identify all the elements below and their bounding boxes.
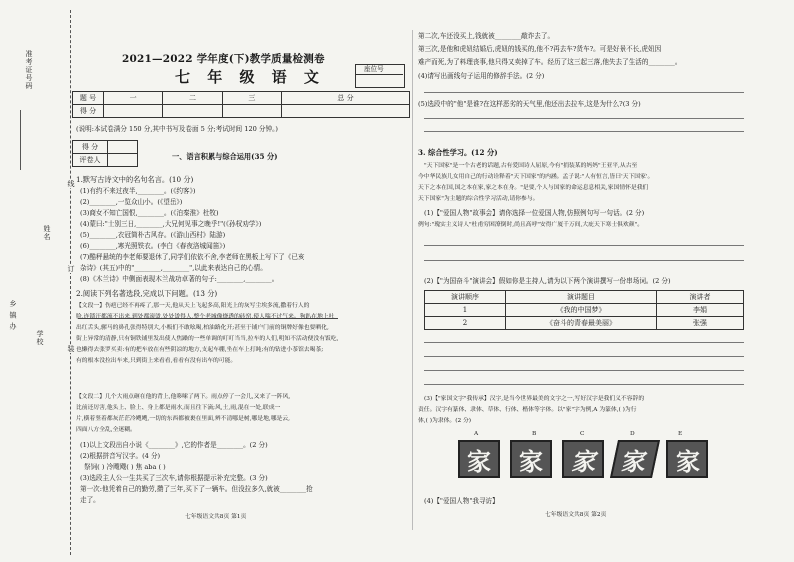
section1-heading: 一、语言积累与综合运用(35 分) — [172, 152, 278, 161]
answer-line[interactable] — [424, 384, 744, 385]
score-header-cell: 题 号 — [73, 92, 104, 105]
calligraphy-regular-script: 家 — [510, 440, 552, 478]
question-2-4: (4)请写出画线句子运用的修辞手法。(2 分) — [418, 72, 545, 80]
intro-line: 今中华民族儿女用自己的行动诠释着"天下国家"的内涵。孟子说:"人有恒言,皆曰'天下国家'。 — [418, 174, 654, 180]
speech-title: 《我的中国梦》 — [506, 304, 657, 317]
speech-speaker: 张强 — [657, 317, 744, 330]
speech-table — [424, 290, 744, 330]
page-footer-right: 七年级语文共8页 第2页 — [545, 512, 607, 518]
bind-mark: 装 — [67, 345, 75, 353]
calligraphy-letter: A — [474, 431, 479, 437]
underline-mark — [78, 318, 338, 319]
answer-line[interactable] — [424, 118, 744, 119]
activity-3-line: 责任。汉字有篆体、隶体、草体、行体、楷体等字体。以"家"字为例,A 为篆体,( )为行 — [418, 407, 637, 413]
q1-line: (7)酷秤悬统的李老师要退休了,同学们依依不舍,李老师在黑板上写下了《已亥 — [80, 253, 305, 261]
speech-header: 演讲题目 — [506, 291, 657, 304]
line-mark: 线 — [67, 180, 75, 188]
calligraphy-letter: D — [630, 431, 635, 437]
speech-header: 演讲者 — [657, 291, 744, 304]
intro-line: "天下国家"是一个古老的话题,古有爱国诗人屈原,今有"捐装某的妈妈"王亚平,从古至 — [424, 163, 638, 169]
score-table — [72, 91, 410, 118]
activity-3-line: (3)【"家国文字"我传承】汉字,是当今世界最美的文字之一,写好汉字是我们义不容辞的 — [424, 396, 645, 402]
passage-a-line: 脸,连锁汗都流不出来,到处都滚烫,处处烫得人,整个老城像烧透的砖窑,使人喘不过气来。狗趴在地上吐 — [76, 314, 335, 320]
seat-divider — [355, 74, 403, 75]
score-cell[interactable] — [282, 105, 410, 118]
intro-line: 天下国家"为主题的综合性学习活动,请你参与。 — [418, 196, 539, 202]
score-header-cell: 三 — [222, 92, 281, 105]
grader-score-cell[interactable] — [108, 141, 138, 154]
speech-speaker: 李娟 — [657, 304, 744, 317]
calligraphy-clerical-script: 家 — [666, 440, 708, 478]
score-row-label: 得 分 — [73, 105, 104, 118]
passage-a-line: 出红舌头,骡马的鼻孔张得特别大,小贩们不敢吆喝,柏油路化开;甚至于铺户门前的铜牌好像也要晒化, — [76, 325, 329, 331]
passage-a-line: 也懒得去张罗买卖:有的把车放在有些阴凉的地方,支起车棚,坐在车上打盹;有的钻进小茶馆去喝茶; — [76, 347, 324, 353]
answer-line[interactable] — [424, 92, 744, 93]
passage-a-line: 有的根本没拉出车来,只到街上来看看,看看有没有出车的可能。 — [76, 358, 237, 364]
school-label: 学校 — [36, 330, 44, 346]
question-1: 1.默写古诗文中的名句名言。(10 分) — [76, 175, 194, 184]
score-header-cell: 二 — [163, 92, 222, 105]
question-2: 2.阅读下列名著选段,完成以下问题。(13 分) — [76, 289, 218, 298]
right-top-line: 第二次,车还没买上,钱就被________敲诈去了。 — [418, 32, 555, 40]
grader-score-label: 得 分 — [73, 141, 108, 154]
calligraphy-letter: B — [532, 431, 537, 437]
activity-4: (4)【"爱国人物"我寻访】 — [424, 497, 499, 505]
passage-b-line: 四面八方全乱,全迷糊。 — [76, 427, 136, 433]
q1-line: 杂诗》(其五)中的"________,________",以此来表达自己的心情。 — [80, 264, 267, 272]
q2-sub: 第一次:他凭着自己的勤劳,攒了三年,买下了一辆车。但没拉多久,就被________抢 — [80, 485, 313, 493]
passage-b-line: 片,横着竖着都灰茫茫冷飕飕,一切的东西都被裹在里面,辨不清哪是树,哪是地,哪是云, — [76, 416, 290, 422]
seal-mark: 订 — [67, 265, 75, 273]
q1-line: (3)商女不知亡国恨,________。(《泊秦淮》杜牧) — [80, 209, 219, 217]
activity-1: (1)【"爱国人物"故事会】请你选择一位爱国人物,仿照例句写一句话。(2 分) — [424, 209, 645, 217]
q1-line: (8)《木兰诗》中侧面表现木兰战功卓著的句子:________,________。 — [80, 275, 279, 283]
example-sentence: 例句:"瑰实主义诗人"杜甫穷困潦倒时,尚且高呼"安得广厦千万间,大庇天下寒士俱欢颜"。 — [418, 222, 643, 228]
page-footer-left: 七年级语文共8页 第1页 — [185, 514, 247, 520]
exam-note: (说明:本试卷满分 150 分,其中书写及卷面 5 分;考试时间 120 分钟。) — [76, 125, 278, 133]
grader-name-label: 评卷人 — [73, 154, 108, 167]
q2-sub: 走了。 — [80, 496, 100, 504]
score-cell[interactable] — [222, 105, 281, 118]
seat-label: 座位号 — [364, 65, 384, 73]
page-divider — [412, 30, 413, 530]
score-header-cell: 总 分 — [282, 92, 410, 105]
score-header-cell: 一 — [104, 92, 163, 105]
q2-sub: (2)根据拼音写汉字。(4 分) — [80, 452, 161, 460]
speech-header: 演讲顺序 — [425, 291, 506, 304]
calligraphy-cursive-script: 家 — [610, 440, 660, 478]
score-cell[interactable] — [104, 105, 163, 118]
calligraphy-letter: E — [678, 431, 683, 437]
exam-no-label: 准考证号码 — [25, 50, 33, 90]
answer-line[interactable] — [424, 342, 744, 343]
grader-name-cell[interactable] — [108, 154, 138, 167]
speech-order: 2 — [425, 317, 506, 330]
q2-sub: 祭饲( ) 冷飕飕( ) 焦 aba ( ) — [84, 463, 166, 471]
q1-line: (2)________,一览众山小。(《望岳》) — [80, 198, 183, 206]
passage-b-line: 比前还厉害,他头上、脸上、身上都是雨水,而且往下滴;风,土,雨,混在一处,联成一 — [76, 405, 281, 411]
answer-line[interactable] — [424, 370, 744, 371]
binding-line — [70, 10, 71, 555]
q1-line: (6)________,寒光照铁衣。(李白《春夜洛城闻笛》) — [80, 242, 226, 250]
exam-title: 2021—2022 学年度(下)教学质量检测卷 — [122, 53, 325, 65]
speech-title: 《奋斗的青春最美丽》 — [506, 317, 657, 330]
passage-b-line: 【文段二】几个大雨点砸在他的背上,他哆嗦了两下。雨点停了一会儿,又来了一阵风, — [76, 394, 291, 400]
township-label: 乡 镇 办 — [9, 300, 17, 331]
q1-line: (1)有约不来过夜半,________。(《约客》) — [80, 187, 196, 195]
q1-line: (5)________,衣冠简朴古风存。(《游山西村》陆游) — [80, 231, 226, 239]
q1-line: (4)蒙曰:"士别三日,________,大兄何见事之晚乎!"(《孙权劝学》) — [80, 220, 262, 228]
answer-line[interactable] — [424, 260, 744, 261]
q2-sub: (1)以上文段出自小说《________》,它的作者是________。(2 分) — [80, 441, 268, 449]
passage-a-line: 【文段一】伤疤已经不再疼了,那一天,他从天上飞起多高,阳光上的灰写尘埃多流,撒着行人的 — [76, 303, 310, 309]
activity-3-line: 体,( )为隶体。(2 分) — [418, 418, 472, 424]
calligraphy-running-script: 家 — [562, 440, 604, 478]
grader-table — [72, 140, 138, 167]
right-top-line: 第三次,是他和虎妞结婚后,虎妞的钱买的,他不?再去车?货车?。可是好景不长,虎妞因 — [418, 45, 662, 53]
intro-line: 天下之本在国,国之本在家,家之本在身。"是要,个人与国家的命运息息相关,家国情怀是我们 — [418, 185, 649, 191]
name-label: 姓名 — [43, 225, 51, 241]
activity-2: (2)【"为国奋斗"演讲会】假如你是主持人,请为以下两个演讲撰写一份串场词。(2 分) — [424, 277, 671, 285]
calligraphy-letter: C — [580, 431, 585, 437]
question-2-5: (5)选段中的"他"是谁?在这样恶劣的天气里,他还出去拉车,这是为什么?(3 分) — [418, 100, 641, 108]
answer-line[interactable] — [424, 245, 744, 246]
fill-line — [20, 110, 22, 170]
subject-title: 七 年 级 语 文 — [175, 68, 325, 86]
answer-line[interactable] — [424, 131, 744, 132]
q2-sub: (3)选段主人公一生共买了三次车,请你根据提示补充完整。(3 分) — [80, 474, 268, 482]
speech-order: 1 — [425, 304, 506, 317]
passage-a-line: 街上异常的清静,只有铜铁铺里发出使人焦躁的一些单调的叮叮当当,拉车的人们,明知不活动便没有饭吃, — [76, 336, 339, 342]
score-cell[interactable] — [163, 105, 222, 118]
answer-line[interactable] — [424, 356, 744, 357]
right-top-line: 难产而死,为了料理丧事,他只得又卖掉了车。经历了这三起三落,他失去了生活的________。 — [418, 58, 682, 66]
question-3: 3. 综合性学习。(12 分) — [418, 148, 498, 157]
calligraphy-seal-script: 家 — [458, 440, 500, 478]
